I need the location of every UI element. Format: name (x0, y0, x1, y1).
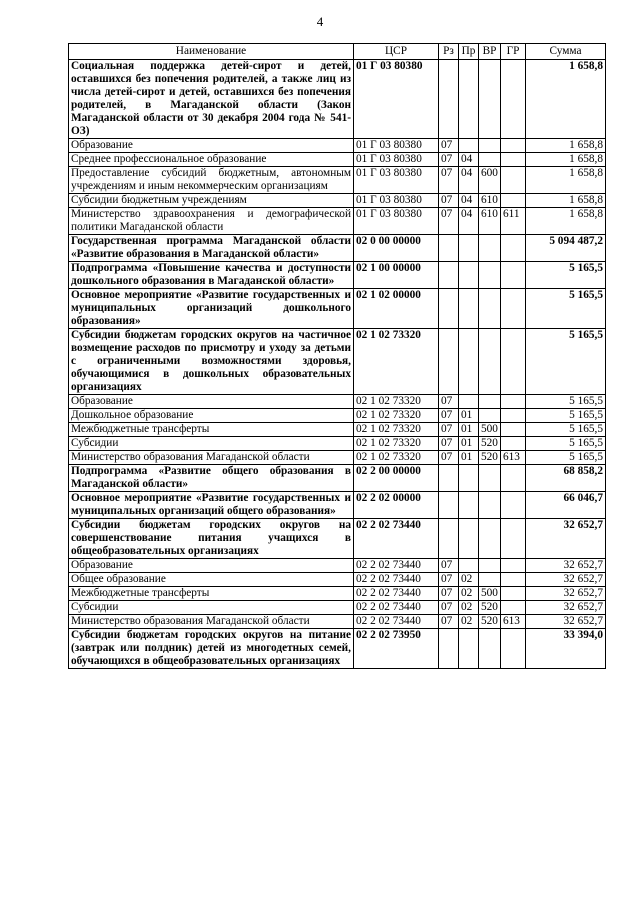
cell-gr (501, 139, 526, 153)
cell-name: Социальная поддержка детей-сирот и детей, оставшихся без попечения родителей, а также лиц из числа детей-сирот и детей, оставшихся без попечения родителей, в Магаданской области (Закон Магаданской области от 30 декабря 2004 года № 541-ОЗ) (69, 60, 354, 139)
cell-csr: 02 1 02 73320 (354, 395, 439, 409)
cell-csr: 02 2 02 73440 (354, 601, 439, 615)
cell-rz: 07 (439, 139, 459, 153)
cell-csr: 01 Г 03 80380 (354, 139, 439, 153)
cell-csr: 02 1 02 73320 (354, 451, 439, 465)
cell-name: Образование (69, 559, 354, 573)
cell-pr: 01 (459, 423, 479, 437)
cell-csr: 02 1 02 73320 (354, 423, 439, 437)
cell-pr (459, 465, 479, 492)
cell-csr: 02 2 02 00000 (354, 492, 439, 519)
cell-pr (459, 559, 479, 573)
table-row (69, 409, 606, 423)
cell-sum: 32 652,7 (526, 573, 606, 587)
cell-sum: 68 858,2 (526, 465, 606, 492)
cell-pr: 02 (459, 587, 479, 601)
cell-rz: 07 (439, 153, 459, 167)
cell-sum: 5 165,5 (526, 451, 606, 465)
cell-sum: 32 652,7 (526, 559, 606, 573)
table-row (69, 492, 606, 519)
cell-vr (479, 559, 501, 573)
table-row (69, 437, 606, 451)
cell-gr (501, 262, 526, 289)
cell-name: Министерство образования Магаданской области (69, 615, 354, 629)
cell-rz (439, 519, 459, 559)
cell-rz: 07 (439, 423, 459, 437)
cell-pr: 04 (459, 153, 479, 167)
cell-sum: 66 046,7 (526, 492, 606, 519)
cell-name: Основное мероприятие «Развитие государственных и муниципальных организаций общего образования» (69, 492, 354, 519)
page-number: 4 (316, 14, 324, 29)
cell-rz: 07 (439, 573, 459, 587)
cell-rz (439, 289, 459, 329)
header-vr: ВР (479, 44, 501, 60)
cell-pr: 04 (459, 194, 479, 208)
table-row (69, 208, 606, 235)
cell-rz: 07 (439, 437, 459, 451)
cell-vr (479, 629, 501, 669)
cell-pr (459, 629, 479, 669)
cell-csr: 02 2 02 73440 (354, 573, 439, 587)
cell-gr (501, 153, 526, 167)
cell-rz (439, 492, 459, 519)
header-csr: ЦСР (354, 44, 439, 60)
cell-gr (501, 601, 526, 615)
cell-vr (479, 492, 501, 519)
cell-vr (479, 235, 501, 262)
cell-gr: 613 (501, 451, 526, 465)
cell-pr: 02 (459, 601, 479, 615)
cell-vr: 520 (479, 437, 501, 451)
table-row (69, 60, 606, 139)
cell-gr (501, 437, 526, 451)
cell-vr (479, 262, 501, 289)
table-body (69, 60, 606, 669)
cell-pr: 01 (459, 409, 479, 423)
cell-sum: 5 165,5 (526, 437, 606, 451)
cell-sum: 1 658,8 (526, 60, 606, 139)
cell-gr (501, 587, 526, 601)
cell-name: Основное мероприятие «Развитие государственных и муниципальных организаций дошкольного образования» (69, 289, 354, 329)
cell-name: Субсидии бюджетам городских округов на частичное возмещение расходов по присмотру и уходу за детьми с ограниченными возможностями здоровья, обучающимися в дошкольных образовательных организациях (69, 329, 354, 395)
cell-rz (439, 329, 459, 395)
cell-rz: 07 (439, 451, 459, 465)
cell-rz: 07 (439, 615, 459, 629)
cell-sum: 5 165,5 (526, 262, 606, 289)
table-row (69, 194, 606, 208)
header-pr: Пр (459, 44, 479, 60)
cell-vr (479, 395, 501, 409)
cell-vr (479, 60, 501, 139)
cell-name: Субсидии бюджетным учреждениям (69, 194, 354, 208)
cell-pr (459, 329, 479, 395)
cell-pr (459, 519, 479, 559)
cell-csr: 02 0 00 00000 (354, 235, 439, 262)
cell-csr: 01 Г 03 80380 (354, 153, 439, 167)
header-rz: Рз (439, 44, 459, 60)
cell-csr: 02 1 02 73320 (354, 409, 439, 423)
table-row (69, 573, 606, 587)
cell-gr (501, 167, 526, 194)
cell-gr (501, 409, 526, 423)
table-row (69, 601, 606, 615)
cell-name: Субсидии (69, 601, 354, 615)
cell-vr: 500 (479, 587, 501, 601)
cell-sum: 32 652,7 (526, 601, 606, 615)
table-row (69, 139, 606, 153)
cell-name: Дошкольное образование (69, 409, 354, 423)
cell-sum: 32 652,7 (526, 615, 606, 629)
cell-sum: 33 394,0 (526, 629, 606, 669)
cell-sum: 5 165,5 (526, 289, 606, 329)
cell-csr: 02 1 00 00000 (354, 262, 439, 289)
header-name: Наименование (69, 44, 354, 60)
cell-sum: 32 652,7 (526, 587, 606, 601)
cell-name: Подпрограмма «Повышение качества и доступности дошкольного образования в Магаданской области» (69, 262, 354, 289)
cell-pr (459, 235, 479, 262)
table-row (69, 587, 606, 601)
cell-csr: 01 Г 03 80380 (354, 208, 439, 235)
cell-vr (479, 573, 501, 587)
cell-pr: 02 (459, 615, 479, 629)
cell-rz (439, 60, 459, 139)
cell-rz: 07 (439, 194, 459, 208)
cell-sum: 1 658,8 (526, 167, 606, 194)
cell-sum: 5 165,5 (526, 329, 606, 395)
cell-pr (459, 395, 479, 409)
cell-csr: 01 Г 03 80380 (354, 60, 439, 139)
header-sum: Сумма (526, 44, 606, 60)
cell-rz (439, 629, 459, 669)
cell-name: Предоставление субсидий бюджетным, автономным учреждениям и иным некоммерческим организациям (69, 167, 354, 194)
cell-gr (501, 235, 526, 262)
cell-name: Среднее профессиональное образование (69, 153, 354, 167)
table-row (69, 465, 606, 492)
cell-csr: 02 1 02 73320 (354, 329, 439, 395)
cell-rz: 07 (439, 167, 459, 194)
cell-sum: 1 658,8 (526, 139, 606, 153)
table-row (69, 559, 606, 573)
cell-csr: 02 2 02 73440 (354, 519, 439, 559)
cell-name: Министерство здравоохранения и демографической политики Магаданской области (69, 208, 354, 235)
cell-rz: 07 (439, 208, 459, 235)
cell-gr (501, 465, 526, 492)
cell-sum: 5 165,5 (526, 423, 606, 437)
cell-sum: 1 658,8 (526, 194, 606, 208)
table-row (69, 423, 606, 437)
table-row (69, 235, 606, 262)
cell-vr (479, 409, 501, 423)
cell-csr: 02 2 02 73440 (354, 559, 439, 573)
table-row (69, 615, 606, 629)
cell-gr: 611 (501, 208, 526, 235)
cell-vr: 610 (479, 208, 501, 235)
cell-gr (501, 194, 526, 208)
table-row (69, 395, 606, 409)
table-row (69, 167, 606, 194)
cell-csr: 01 Г 03 80380 (354, 167, 439, 194)
table-row (69, 153, 606, 167)
cell-pr: 04 (459, 208, 479, 235)
header-row (69, 44, 606, 60)
cell-gr (501, 289, 526, 329)
cell-pr (459, 60, 479, 139)
cell-rz (439, 465, 459, 492)
cell-gr (501, 559, 526, 573)
table-row (69, 262, 606, 289)
cell-pr: 01 (459, 451, 479, 465)
cell-name: Министерство образования Магаданской области (69, 451, 354, 465)
table-row (69, 519, 606, 559)
cell-gr (501, 629, 526, 669)
cell-vr: 600 (479, 167, 501, 194)
cell-csr: 02 2 02 73440 (354, 587, 439, 601)
cell-vr (479, 153, 501, 167)
cell-name: Общее образование (69, 573, 354, 587)
cell-vr: 520 (479, 451, 501, 465)
cell-name: Межбюджетные трансферты (69, 423, 354, 437)
cell-rz (439, 235, 459, 262)
cell-sum: 1 658,8 (526, 153, 606, 167)
cell-gr: 613 (501, 615, 526, 629)
cell-rz: 07 (439, 559, 459, 573)
cell-name: Субсидии (69, 437, 354, 451)
cell-name: Образование (69, 139, 354, 153)
table-row (69, 451, 606, 465)
cell-gr (501, 329, 526, 395)
cell-csr: 02 1 02 73320 (354, 437, 439, 451)
cell-vr (479, 519, 501, 559)
cell-csr: 02 2 00 00000 (354, 465, 439, 492)
cell-vr (479, 465, 501, 492)
cell-vr: 500 (479, 423, 501, 437)
cell-csr: 02 1 02 00000 (354, 289, 439, 329)
cell-gr (501, 423, 526, 437)
cell-name: Субсидии бюджетам городских округов на питание (завтрак или полдник) детей из многодетных семей, обучающихся в общеобразовательных организациях (69, 629, 354, 669)
cell-vr (479, 329, 501, 395)
cell-vr (479, 139, 501, 153)
cell-sum: 5 165,5 (526, 395, 606, 409)
cell-csr: 01 Г 03 80380 (354, 194, 439, 208)
cell-pr: 04 (459, 167, 479, 194)
cell-sum: 1 658,8 (526, 208, 606, 235)
cell-pr (459, 492, 479, 519)
cell-rz: 07 (439, 587, 459, 601)
cell-sum: 5 094 487,2 (526, 235, 606, 262)
cell-vr: 610 (479, 194, 501, 208)
cell-rz (439, 262, 459, 289)
cell-rz: 07 (439, 601, 459, 615)
table-row (69, 329, 606, 395)
cell-sum: 32 652,7 (526, 519, 606, 559)
cell-vr (479, 289, 501, 329)
cell-name: Субсидии бюджетам городских округов на совершенствование питания учащихся в общеобразовательных организациях (69, 519, 354, 559)
cell-gr (501, 60, 526, 139)
header-gr: ГР (501, 44, 526, 60)
cell-csr: 02 2 02 73950 (354, 629, 439, 669)
table-row (69, 289, 606, 329)
cell-pr (459, 289, 479, 329)
cell-name: Межбюджетные трансферты (69, 587, 354, 601)
cell-pr (459, 139, 479, 153)
table-row (69, 629, 606, 669)
cell-pr: 02 (459, 573, 479, 587)
cell-name: Государственная программа Магаданской области «Развитие образования в Магаданской области» (69, 235, 354, 262)
cell-vr: 520 (479, 601, 501, 615)
cell-vr: 520 (479, 615, 501, 629)
cell-pr (459, 262, 479, 289)
cell-gr (501, 573, 526, 587)
cell-pr: 01 (459, 437, 479, 451)
cell-name: Образование (69, 395, 354, 409)
cell-rz: 07 (439, 395, 459, 409)
cell-csr: 02 2 02 73440 (354, 615, 439, 629)
cell-sum: 5 165,5 (526, 409, 606, 423)
cell-name: Подпрограмма «Развитие общего образования в Магаданской области» (69, 465, 354, 492)
cell-gr (501, 492, 526, 519)
cell-rz: 07 (439, 409, 459, 423)
cell-gr (501, 519, 526, 559)
budget-table (68, 43, 606, 669)
cell-gr (501, 395, 526, 409)
